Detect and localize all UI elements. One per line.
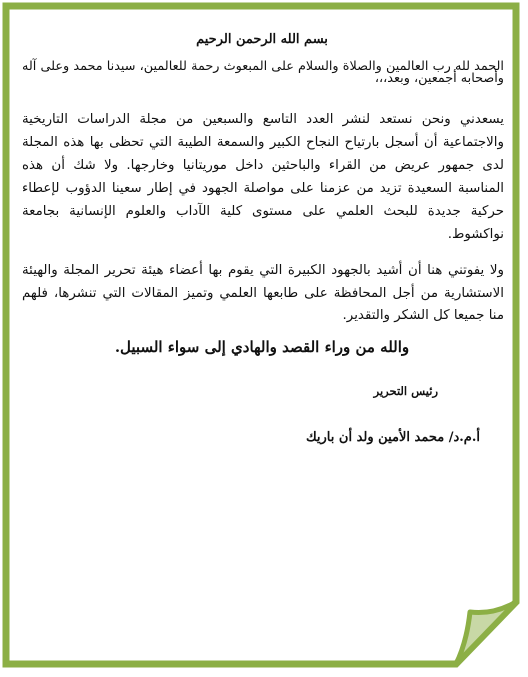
paragraph-opening: الحمد لله رب العالمين والصلاة والسلام على المبعوث رحمة للعالمين، سيدنا محمد وعلى آله وأصحابه أجمعين، وبعد،،،	[22, 59, 504, 86]
paragraph-issue-announcement: يسعدني ونحن نستعد لنشر العدد التاسع والسبعين من مجلة الدراسات التاريخية والاجتماعية أن أسجل بارتياح النجاح الكبير والسمعة الطيبة التي تحظى بها هذه المجلة لدى جمهور عريض من القراء والباحثين داخل موريتانيا وخارجها. ولا شك أن هذه المناسبة السعيدة تزيد من عزمنا على مواصلة الجهود في إطار سعينا الدؤوب لإعطاء حركية جديدة للبحث العلمي على مستوى كلية الآداب والعلوم الإنسانية بجامعة نواكشوط.	[22, 112, 504, 242]
paragraph-acknowledgement: ولا يفوتني هنا أن أشيد بالجهود الكبيرة التي يقوم بها أعضاء هيئة تحرير المجلة والهيئة الاستشارية من أجل المحافظة على طابعها العلمي وتميز المقالات التي تنشرها، فلهم منا جميعا كل الشكر والتقدير.	[22, 263, 504, 323]
signature-title: رئيس التحرير	[373, 383, 438, 398]
signature-name: أ.م.د/ محمد الأمين ولد أن باريك	[305, 429, 480, 445]
document-body	[14, 12, 510, 612]
basmala-heading: بسم الله الرحمن الرحيم	[196, 32, 328, 47]
closing-statement: والله من وراء القصد والهادي إلى سواء السبيل.	[114, 337, 410, 356]
